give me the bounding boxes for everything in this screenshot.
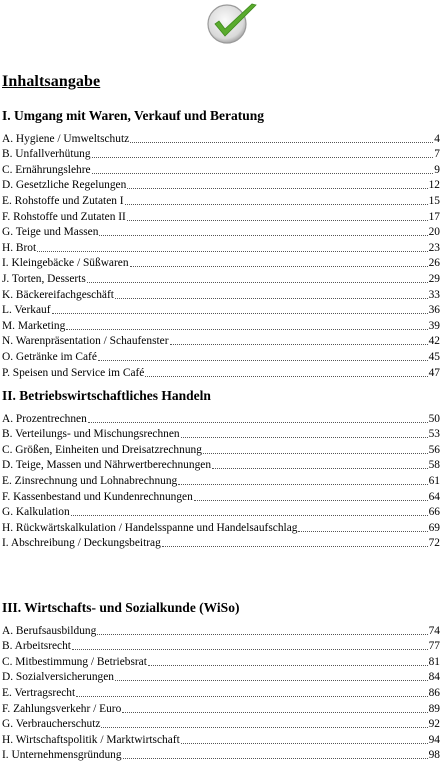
toc-entry[interactable] xyxy=(2,504,440,520)
toc-entry-label: D. Gesetzliche Regelungen xyxy=(2,179,127,192)
toc-entry-label: B. Verteilungs- und Mischungsrechnen xyxy=(2,428,180,441)
toc-entry-page-number: 56 xyxy=(428,443,440,456)
toc-entry[interactable] xyxy=(2,747,440,762)
toc-entry-label: A. Hygiene / Umweltschutz xyxy=(2,132,130,145)
toc-entry-label: H. Wirtschaftspolitik / Marktwirtschaft xyxy=(2,733,180,746)
dotted-leader xyxy=(130,142,433,143)
toc-entry-page-number: 72 xyxy=(428,537,440,550)
toc-entry-page-number: 47 xyxy=(428,366,440,379)
toc-entry-page-number: 92 xyxy=(428,718,440,731)
dotted-leader xyxy=(98,360,428,361)
toc-entry[interactable] xyxy=(2,130,440,146)
toc-entry[interactable] xyxy=(2,472,440,488)
toc-entry-label: I. Unternehmensgründung xyxy=(2,749,122,762)
toc-entry[interactable] xyxy=(2,700,440,716)
toc-entry[interactable] xyxy=(2,161,440,177)
dotted-leader xyxy=(125,204,428,205)
toc-entry[interactable] xyxy=(2,192,440,208)
toc-entry-page-number: 9 xyxy=(434,163,440,176)
dotted-leader xyxy=(162,546,428,547)
dotted-leader xyxy=(99,235,427,236)
toc-entry-page-number: 36 xyxy=(428,304,440,317)
toc-entry-page-number: 98 xyxy=(428,749,440,762)
toc-entry-label: F. Zahlungsverkehr / Euro xyxy=(2,702,122,715)
toc-entry-page-number: 4 xyxy=(434,132,440,145)
toc-entry[interactable] xyxy=(2,441,440,457)
toc-entry-page-number: 74 xyxy=(428,624,440,637)
dotted-leader xyxy=(87,282,428,283)
toc-entry-label: G. Verbraucherschutz xyxy=(2,718,101,731)
toc-entry[interactable] xyxy=(2,410,440,426)
toc-entry[interactable] xyxy=(2,239,440,255)
toc-entry-label: E. Rohstoffe und Zutaten I xyxy=(2,194,124,207)
toc-entry-label: E. Zinsrechnung und Lohnabrechnung xyxy=(2,474,178,487)
dotted-leader xyxy=(127,220,428,221)
toc-entry-page-number: 7 xyxy=(434,148,440,161)
dotted-leader xyxy=(71,515,428,516)
toc-entry-label: I. Abschreibung / Deckungsbeitrag xyxy=(2,537,161,550)
toc-entry[interactable] xyxy=(2,638,440,654)
toc-entry-label: J. Torten, Desserts xyxy=(2,272,86,285)
toc-entry-page-number: 69 xyxy=(428,521,440,534)
dotted-leader xyxy=(181,437,428,438)
toc-entry-page-number: 84 xyxy=(428,671,440,684)
toc-entry[interactable] xyxy=(2,426,440,442)
toc-entry-page-number: 86 xyxy=(428,686,440,699)
toc-entry[interactable] xyxy=(2,208,440,224)
toc-entry-label: G. Teige und Massen xyxy=(2,226,99,239)
dotted-leader xyxy=(212,468,428,469)
toc-entry-page-number: 29 xyxy=(428,272,440,285)
toc-entry[interactable] xyxy=(2,488,440,504)
section-heading: II. Betriebswirtschaftliches Handeln xyxy=(2,388,211,403)
toc-entry-label: M. Marketing xyxy=(2,319,66,332)
toc-entry[interactable] xyxy=(2,535,440,551)
dotted-leader xyxy=(148,665,428,666)
dotted-leader xyxy=(76,696,427,697)
toc-entry-label: L. Verkauf xyxy=(2,304,51,317)
dotted-leader xyxy=(66,329,427,330)
toc-entry[interactable] xyxy=(2,716,440,732)
dotted-leader xyxy=(203,453,428,454)
toc-entry-label: H. Rückwärtskalkulation / Handelsspanne und Handelsaufschlag xyxy=(2,521,298,534)
toc-entry[interactable] xyxy=(2,669,440,685)
toc-entry-label: C. Mitbestimmung / Betriebsrat xyxy=(2,655,147,668)
dotted-leader xyxy=(101,727,427,728)
toc-entry[interactable] xyxy=(2,270,440,286)
dotted-leader xyxy=(37,251,427,252)
toc-entry-label: F. Rohstoffe und Zutaten II xyxy=(2,210,126,223)
toc-entry[interactable] xyxy=(2,224,440,240)
toc-entry[interactable] xyxy=(2,731,440,747)
toc-entry-label: O. Getränke im Café xyxy=(2,350,97,363)
toc-entry-page-number: 20 xyxy=(428,226,440,239)
toc-entry-page-number: 94 xyxy=(428,733,440,746)
toc-entry-label: I. Kleingebäcke / Süßwaren xyxy=(2,257,129,270)
toc-entry-label: H. Brot xyxy=(2,241,37,254)
toc-entry-label: C. Größen, Einheiten und Dreisatzrechnung xyxy=(2,443,202,456)
toc-entry-page-number: 64 xyxy=(428,490,440,503)
dotted-leader xyxy=(72,649,428,650)
toc-entry-page-number: 53 xyxy=(428,428,440,441)
toc-entry-page-number: 17 xyxy=(428,210,440,223)
toc-section-waren xyxy=(2,108,440,380)
toc-entry-label: N. Warenpräsentation / Schaufenster xyxy=(2,335,169,348)
dotted-leader xyxy=(181,743,428,744)
toc-entry[interactable] xyxy=(2,302,440,318)
toc-entry-page-number: 61 xyxy=(428,474,440,487)
toc-entry-label: A. Prozentrechnen xyxy=(2,412,87,425)
toc-entry-page-number: 42 xyxy=(428,335,440,348)
toc-entry-page-number: 50 xyxy=(428,412,440,425)
toc-entry-page-number: 77 xyxy=(428,640,440,653)
toc-entry[interactable] xyxy=(2,177,440,193)
toc-entry[interactable] xyxy=(2,348,440,364)
dotted-leader xyxy=(115,680,428,681)
page-title: Inhaltsangabe xyxy=(2,73,101,90)
toc-entry-label: B. Arbeitsrecht xyxy=(2,640,71,653)
toc-entry-label: B. Unfallverhütung xyxy=(2,148,91,161)
toc-entry-page-number: 89 xyxy=(428,702,440,715)
toc-entry[interactable] xyxy=(2,684,440,700)
toc-entry-page-number: 12 xyxy=(428,179,440,192)
toc-entry[interactable] xyxy=(2,333,440,349)
toc-entry-page-number: 15 xyxy=(428,194,440,207)
toc-entry[interactable] xyxy=(2,286,440,302)
section-heading: III. Wirtschafts- und Sozialkunde (WiSo) xyxy=(2,600,240,615)
toc-entry[interactable] xyxy=(2,317,440,333)
toc-entry-label: K. Bäckereifachgeschäft xyxy=(2,288,114,301)
toc-entry[interactable] xyxy=(2,146,440,162)
toc-entry-label: D. Sozialversicherungen xyxy=(2,671,114,684)
toc-entry-page-number: 23 xyxy=(428,241,440,254)
toc-entry-label: E. Vertragsrecht xyxy=(2,686,76,699)
dotted-leader xyxy=(194,500,428,501)
toc-section-betriebswirtschaft xyxy=(2,388,440,550)
toc-entry-label: D. Teige, Massen und Nährwertberechnungen xyxy=(2,459,212,472)
dotted-leader xyxy=(145,376,427,377)
toc-entry[interactable] xyxy=(2,622,440,638)
toc-entry[interactable] xyxy=(2,519,440,535)
dotted-leader xyxy=(178,484,427,485)
dotted-leader xyxy=(115,298,428,299)
section-heading: I. Umgang mit Waren, Verkauf und Beratung xyxy=(2,108,265,123)
dotted-leader xyxy=(170,344,428,345)
toc-entry-page-number: 81 xyxy=(428,655,440,668)
dotted-leader xyxy=(122,712,427,713)
dotted-leader xyxy=(97,634,427,635)
dotted-leader xyxy=(123,758,428,759)
toc-entry-page-number: 58 xyxy=(428,459,440,472)
dotted-leader xyxy=(88,422,428,423)
toc-entry-label: C. Ernährungslehre xyxy=(2,163,91,176)
dotted-leader xyxy=(52,313,428,314)
toc-entry[interactable] xyxy=(2,255,440,271)
toc-entry-label: P. Speisen und Service im Café xyxy=(2,366,145,379)
toc-entry-label: G. Kalkulation xyxy=(2,506,70,519)
toc-section-wiso xyxy=(2,600,440,762)
dotted-leader xyxy=(92,157,434,158)
toc-entry-label: A. Berufsausbildung xyxy=(2,624,97,637)
dotted-leader xyxy=(92,173,434,174)
dotted-leader xyxy=(298,531,427,532)
toc-entry-page-number: 66 xyxy=(428,506,440,519)
toc-entry-page-number: 45 xyxy=(428,350,440,363)
toc-entry[interactable] xyxy=(2,653,440,669)
dotted-leader xyxy=(130,266,428,267)
checkmark-logo-icon xyxy=(207,2,259,46)
toc-entry-page-number: 39 xyxy=(428,319,440,332)
toc-entry[interactable] xyxy=(2,364,440,380)
toc-entry[interactable] xyxy=(2,457,440,473)
dotted-leader xyxy=(127,188,427,189)
toc-entry-label: F. Kassenbestand und Kundenrechnungen xyxy=(2,490,193,503)
toc-entry-page-number: 26 xyxy=(428,257,440,270)
toc-entry-page-number: 33 xyxy=(428,288,440,301)
